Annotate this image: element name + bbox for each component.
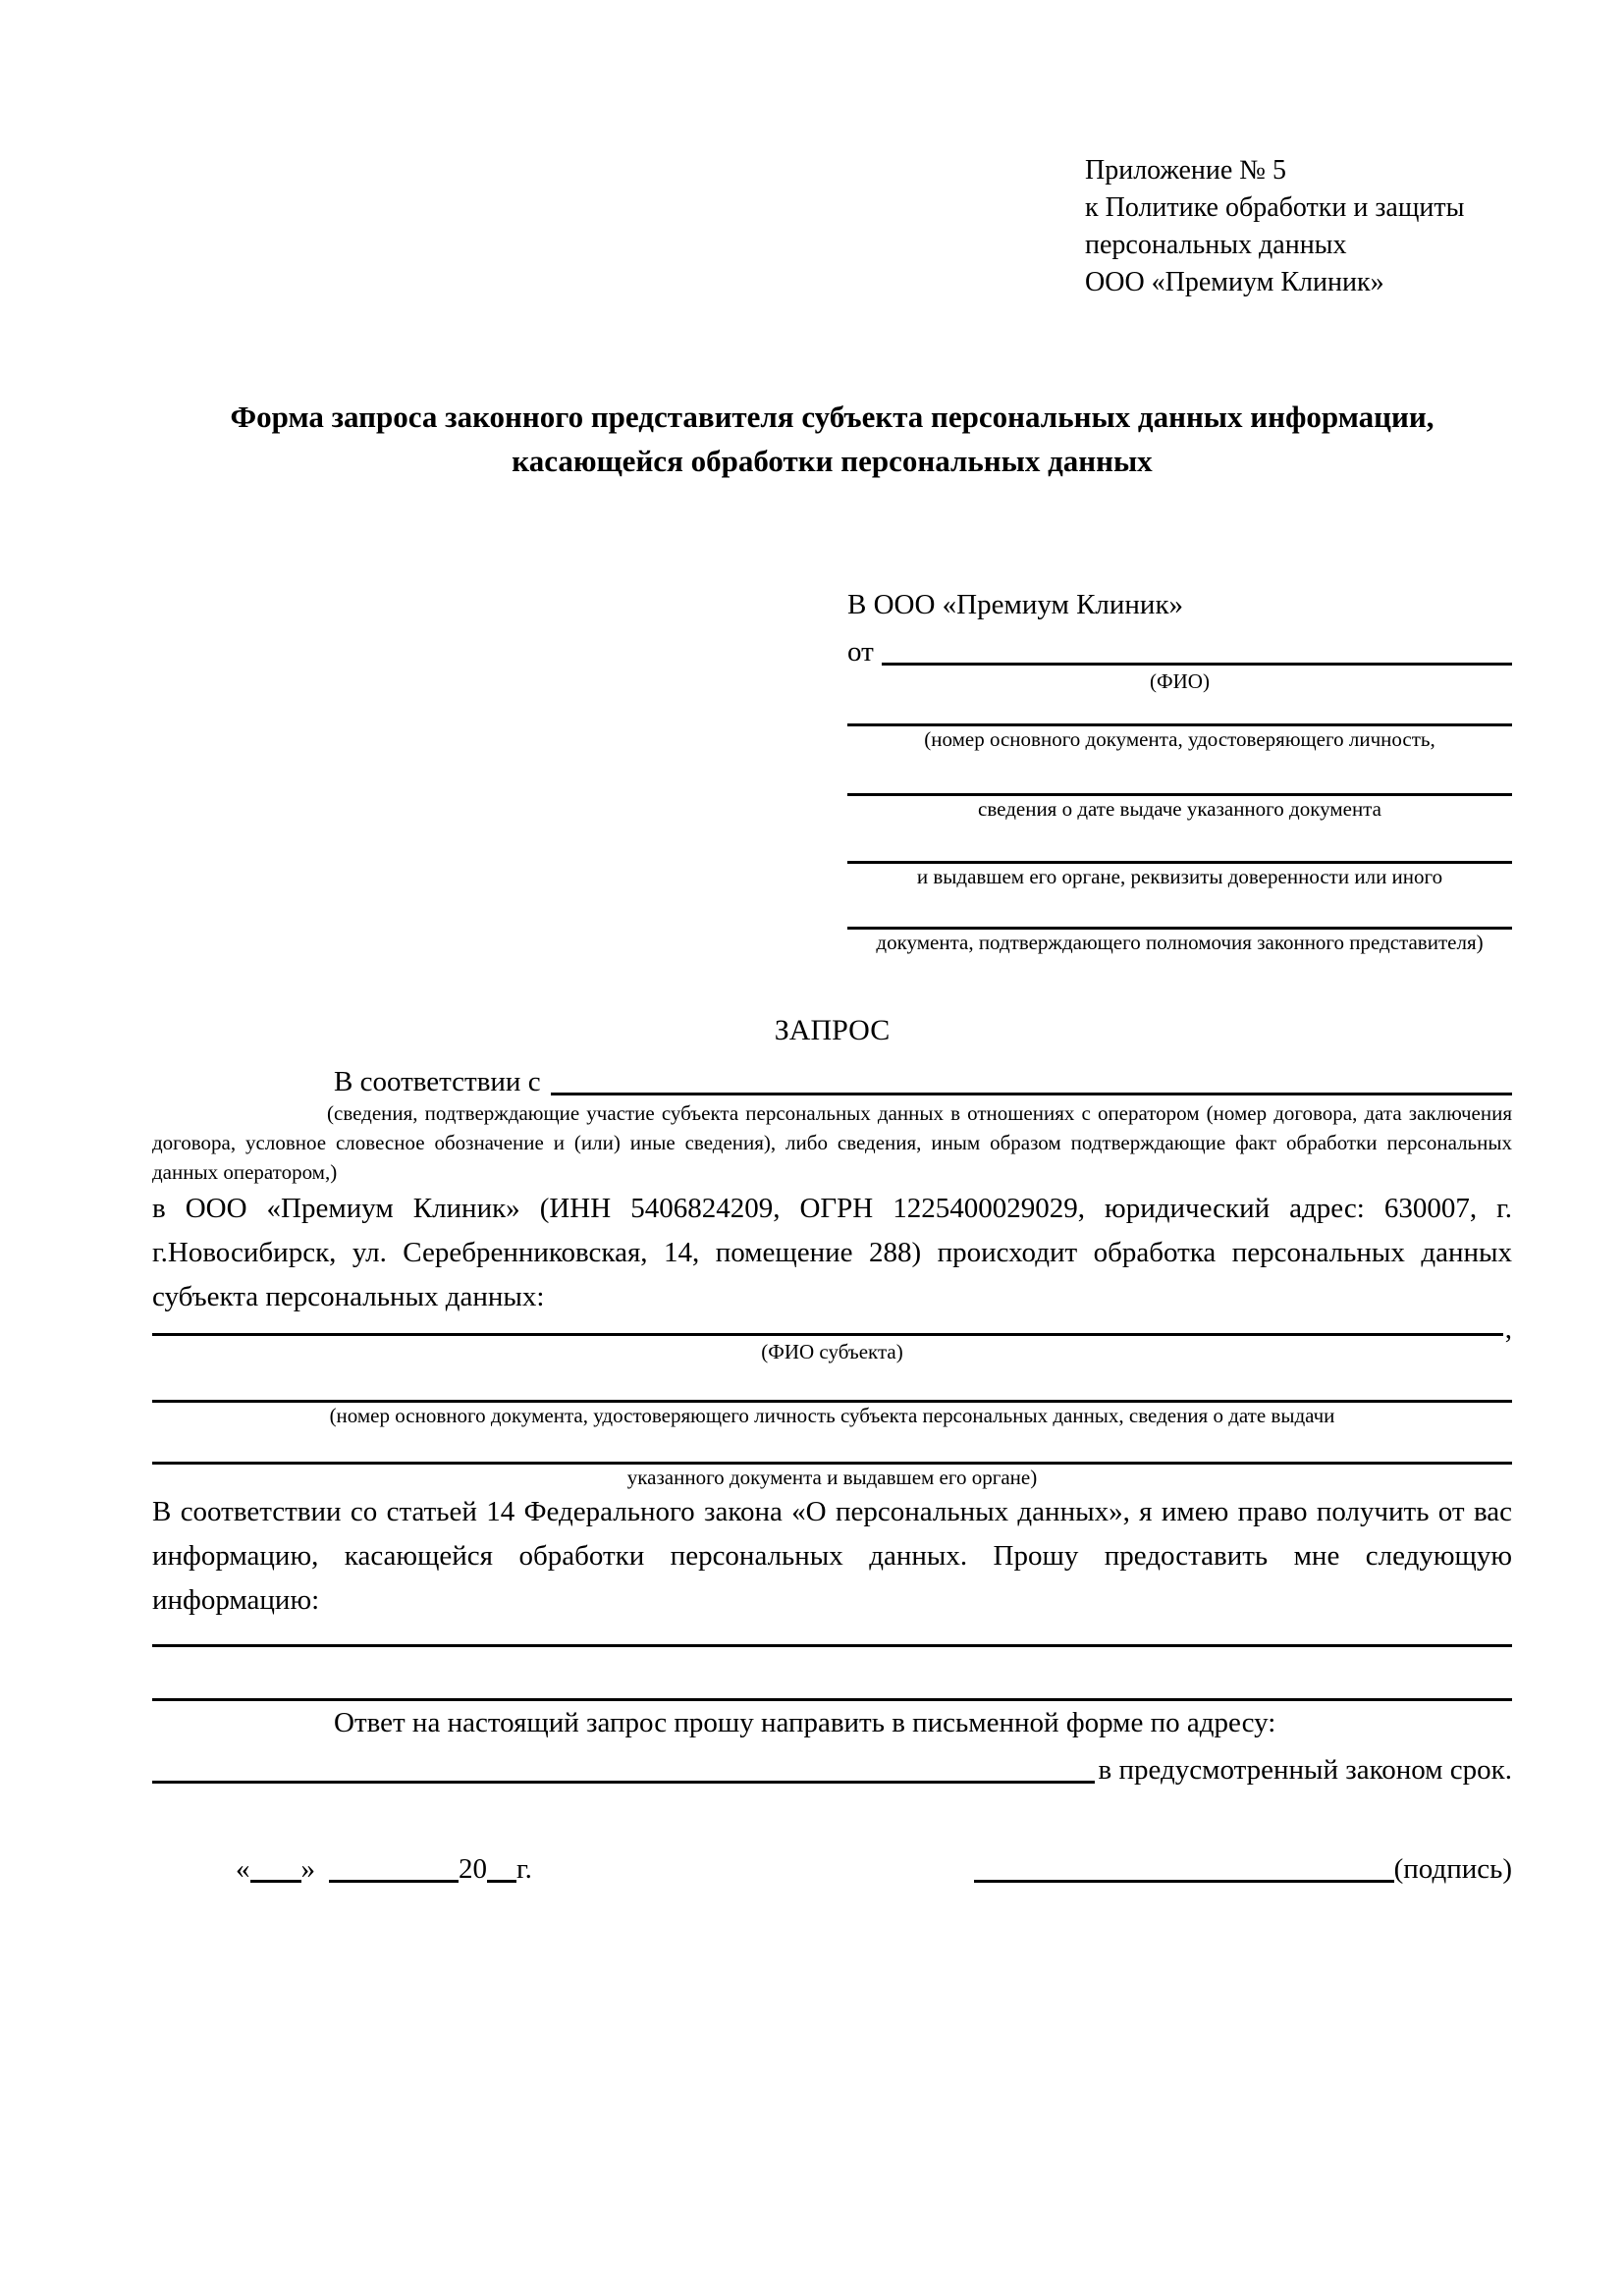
subject-fio-caption: (ФИО субъекта) [761, 1340, 903, 1363]
from-label: от [847, 636, 874, 667]
footer-row [152, 1853, 1512, 1886]
id-fill-in-blank [847, 694, 1512, 726]
annex-line: к Политике обработки и защиты [1085, 192, 1465, 223]
subject-fio-row [152, 1313, 1512, 1345]
request-heading: ЗАПРОС [774, 1014, 891, 1046]
annex-line: ООО «Премиум Клиник» [1085, 267, 1384, 297]
operator-paragraph: в ООО «Премиум Клиник» (ИНН 5406824209, ОГРН 1225400029029, юридический адрес: 630007, г. г.Новосибирск, ул. Серебренниковская, 14, помещение 288) происходит обработка персональных данных субъекта персональных данных: [152, 1193, 1512, 1312]
reply-paragraph: Ответ на настоящий запрос прошу направить в письменной форме по адресу: [334, 1707, 1276, 1738]
id-field-caption: документа, подтверждающего полномочия законного представителя) [876, 931, 1484, 954]
date-group [236, 1853, 532, 1886]
law-paragraph: В соответствии со статьей 14 Федерального закона «О персональных данных», я имею право получить от вас информацию, касающейся обработки персональных данных. Прошу предоставить мне следующую информацию: [152, 1496, 1512, 1616]
id-field-row [847, 752, 1512, 822]
subject-doc-caption: указанного документа и выдавшем его органе) [626, 1466, 1038, 1489]
subject-doc-fill-in-blank [152, 1428, 1512, 1465]
intro-row [152, 1053, 1512, 1098]
answer-fill-in-blank [152, 1647, 1512, 1701]
year-prefix: 20 [459, 1853, 487, 1885]
annex-note [1085, 152, 1512, 301]
date-open-quote: « [236, 1853, 250, 1885]
date-month-blank [329, 1880, 459, 1883]
subject-doc-fill-in-blank [152, 1364, 1512, 1403]
reply-address-fill-in-blank [152, 1781, 1095, 1784]
addressee-to: В ООО «Премиум Клиник» [847, 589, 1184, 620]
intro-fill-in-blank [551, 1093, 1512, 1095]
signature-group [974, 1853, 1512, 1886]
reply-address-row [152, 1745, 1512, 1787]
id-field-row [847, 694, 1512, 752]
signature-caption: (подпись) [1393, 1853, 1512, 1885]
id-fill-in-blank [847, 889, 1512, 930]
id-field-caption: (номер основного документа, удостоверяющего личность, [924, 727, 1435, 751]
year-suffix: г. [516, 1853, 532, 1885]
addressee-block [847, 584, 1512, 955]
from-row [847, 625, 1512, 668]
subject-comma: , [1504, 1313, 1512, 1345]
intro-label: В соответствии с [334, 1066, 541, 1097]
subject-doc-caption: (номер основного документа, удостоверяющего личность субъекта персональных данных, сведения о дате выдачи [329, 1404, 1335, 1427]
date-day-blank [250, 1880, 301, 1883]
from-fill-in-blank [882, 663, 1512, 666]
id-field-caption: и выдавшем его органе, реквизиты доверенности или иного [916, 865, 1443, 888]
date-close-quote: » [300, 1853, 315, 1885]
id-field-row [847, 889, 1512, 955]
annex-line: персональных данных [1085, 230, 1347, 260]
annex-line: Приложение № 5 [1085, 155, 1286, 186]
date-year-blank [487, 1880, 516, 1883]
id-field-caption: сведения о дате выдаче указанного документа [978, 797, 1381, 821]
id-fill-in-blank [847, 752, 1512, 796]
signature-blank [974, 1880, 1394, 1883]
subject-fio-fill-in-blank [152, 1333, 1503, 1336]
id-field-row [847, 822, 1512, 889]
fio-caption: (ФИО) [1150, 669, 1210, 693]
id-fill-in-blank [847, 822, 1512, 864]
intro-caption: (сведения, подтверждающие участие субъекта персональных данных в отношениях с оператором (номер договора, дата заключения договора, условное словесное обозначение и (или) иные сведения), либо сведения, иным образом подтверждающие факт обработки персональных данных оператором,) [152, 1101, 1512, 1184]
reply-tail: в предусмотренный законом срок. [1098, 1754, 1512, 1786]
document-title: Форма запроса законного представителя субъекта персональных данных информации, касающейся обработки персональных данных [230, 400, 1435, 478]
